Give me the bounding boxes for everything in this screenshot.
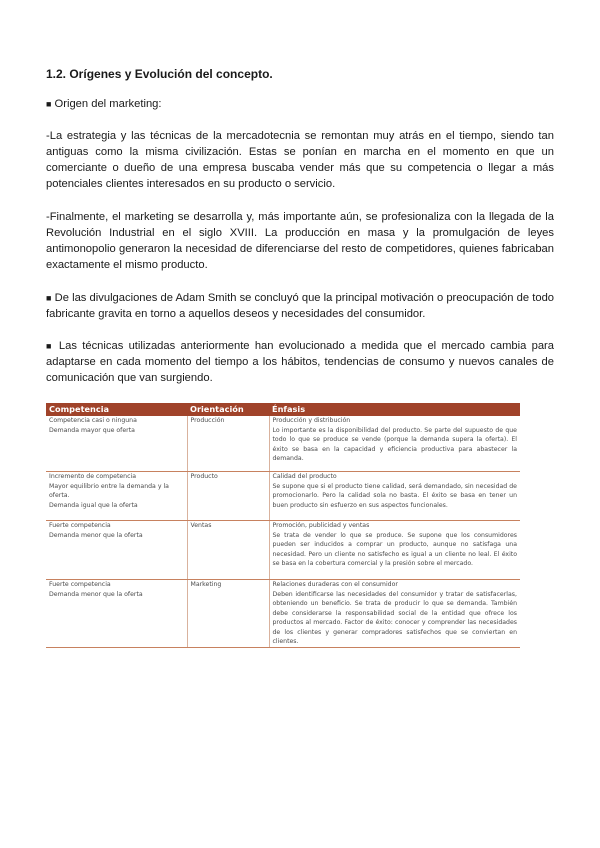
cell-enfasis (269, 580, 520, 648)
marketing-evolution-table (46, 403, 520, 648)
cell-competencia (46, 580, 187, 648)
table-row (46, 472, 520, 521)
cell-competencia (46, 472, 187, 521)
cell-orientacion: Ventas (187, 521, 269, 580)
enfasis-text: Se trata de vender lo que se produce. Se supone que los consumidores pueden ser inducidos a comprar un producto, aunque no satisfaga una necesidad. Pero un cliente no satisfecho es igual a un cliente no leal. El éxito se basa en la cobertura comercial y la presión sobre el mercado. (272, 531, 517, 567)
enfasis-text: Lo importante es la disponibilidad del producto. Se parte del supuesto de que todo lo que se produce se vende (porque la demanda supera la oferta). El éxito se basa en la capacidad y eficiencia productiva para abastecer la demanda. (272, 426, 517, 462)
cell-orientacion: Producto (187, 472, 269, 521)
header-competencia: Competencia (46, 403, 187, 416)
origin-label-text: Origen del marketing: (54, 98, 162, 110)
cell-enfasis (269, 416, 520, 472)
bullet-icon: ■ (46, 341, 54, 351)
paragraph-1: -La estrategia y las técnicas de la mercadotecnia se remontan muy atrás en el tiempo, siendo tan antiguas como la misma civilización. Estas se ponían en marcha en el momento en que un comerciante o dueño de una empresa buscaba vender más que su competencia o llegar a más potenciales clientes interesados en su producto o servicio. (46, 130, 554, 190)
bullet-icon: ■ (46, 293, 52, 303)
paragraph-3-text: De las divulgaciones de Adam Smith se concluyó que la principal motivación o preocupación de todo fabricante gravita en torno a aquellos deseos y necesidades del consumidor. (46, 292, 555, 320)
cell-orientacion: Marketing (187, 580, 269, 648)
competencia-line: Demanda menor que la oferta (49, 590, 143, 598)
paragraph-4-text: Las técnicas utilizadas anteriormente han evolucionado a medida que el mercado cambia para adaptarse en cada momento del tiempo a los hábitos, tendencias de consumo y nuevos canales de comunicación que van surgiendo. (46, 340, 555, 384)
competencia-line: Fuerte competencia (49, 581, 111, 588)
table-header-row (46, 403, 520, 416)
cell-enfasis (269, 472, 520, 521)
competencia-line: Demanda igual que la oferta (49, 501, 138, 509)
section-heading: 1.2. Orígenes y Evolución del concepto. (46, 67, 273, 81)
paragraph-2: -Finalmente, el marketing se desarrolla y, más importante aún, se profesionaliza con la llegada de la Revolución Industrial en el siglo XVIII. La producción en masa y la promulgación de leyes antimonopolio generaron la necesidad de diferenciarse del resto de competidores, quienes fabricaban exactamente el mismo producto. (46, 211, 554, 271)
table-row (46, 580, 520, 648)
competencia-line: Fuerte competencia (49, 522, 111, 529)
cell-competencia (46, 521, 187, 580)
competencia-line: Mayor equilibrio entre la demanda y la oferta. (49, 482, 169, 499)
origin-label (46, 97, 554, 113)
enfasis-text: Se supone que si el producto tiene calidad, será demandado, sin necesidad de promocionarlo. Pero la calidad sola no basta. El éxito se basa en tener un buen producto sin esfuerzo en sus aspectos funcionales. (272, 482, 517, 509)
cell-orientacion: Producción (187, 416, 269, 472)
table-row (46, 416, 520, 472)
cell-competencia (46, 416, 187, 472)
enfasis-text: Deben identificarse las necesidades del consumidor y tratar de satisfacerlas, obteniendo un beneficio. Se trata de producir lo que se demanda. También debe considerarse la responsabilidad social de la entidad que ofrece los productos al mercado. Factor de éxito: conocer y comprender las necesidades de los clientes y generar compradores satisfechos que se conviertan en clientes. (272, 590, 517, 645)
table-row (46, 521, 520, 580)
paragraph-4 (46, 339, 554, 387)
paragraph-3 (46, 291, 554, 323)
enfasis-title: Promoción, publicidad y ventas (272, 522, 370, 529)
competencia-line: Demanda mayor que oferta (49, 426, 135, 434)
header-enfasis: Énfasis (269, 403, 520, 416)
header-orientacion: Orientación (187, 403, 269, 416)
enfasis-title: Relaciones duraderas con el consumidor (272, 581, 398, 588)
competencia-line: Demanda menor que la oferta (49, 531, 143, 539)
enfasis-title: Calidad del producto (272, 473, 337, 480)
competencia-line: Competencia casi o ninguna (49, 417, 137, 424)
enfasis-title: Producción y distribución (272, 417, 351, 424)
cell-enfasis (269, 521, 520, 580)
bullet-icon: ■ (46, 99, 52, 109)
competencia-line: Incremento de competencia (49, 473, 137, 480)
